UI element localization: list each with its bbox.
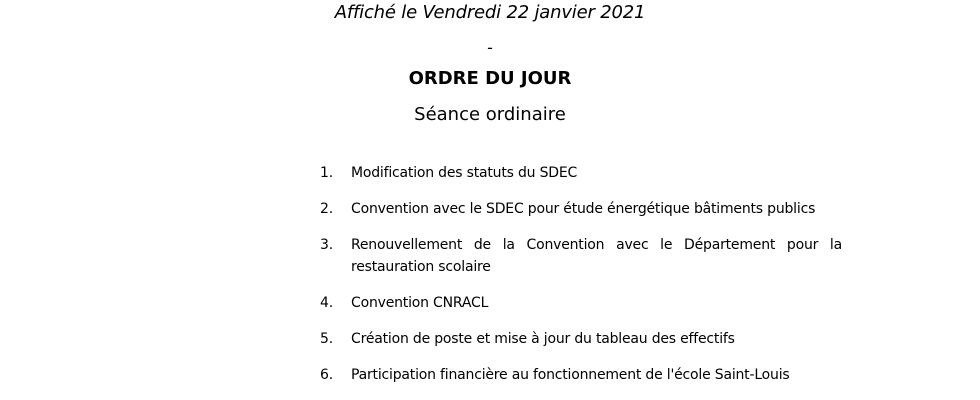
agenda-item-number: 5. [320, 331, 333, 347]
agenda-item [310, 198, 842, 220]
agenda-item-text: Renouvellement de la Convention avec le Département pour la restauration scolaire [351, 237, 842, 275]
agenda-item [310, 234, 842, 278]
agenda-item [310, 364, 842, 386]
document-subtitle: Séance ordinaire [414, 104, 566, 125]
agenda-item [310, 328, 842, 350]
agenda-item [310, 292, 842, 314]
posted-date: Affiché le Vendredi 22 janvier 2021 [334, 2, 646, 23]
agenda-item-text: Convention CNRACL [351, 295, 489, 311]
agenda-item-number: 2. [320, 201, 333, 217]
agenda-item [310, 162, 842, 184]
agenda-item-text: Participation financière au fonctionnement de l'école Saint-Louis [351, 367, 790, 383]
agenda-item-text: Modification des statuts du SDEC [351, 165, 578, 181]
agenda-item-number: 6. [320, 367, 333, 383]
agenda-item-text: Convention avec le SDEC pour étude énergétique bâtiments publics [351, 201, 816, 217]
separator-dash: - [487, 38, 493, 57]
agenda-item-number: 4. [320, 295, 333, 311]
document-title: ORDRE DU JOUR [408, 68, 572, 89]
agenda-item-number: 1. [320, 165, 333, 181]
agenda-item-number: 3. [320, 237, 333, 253]
agenda-item-text: Création de poste et mise à jour du tableau des effectifs [351, 331, 735, 347]
agenda-list [310, 162, 842, 400]
